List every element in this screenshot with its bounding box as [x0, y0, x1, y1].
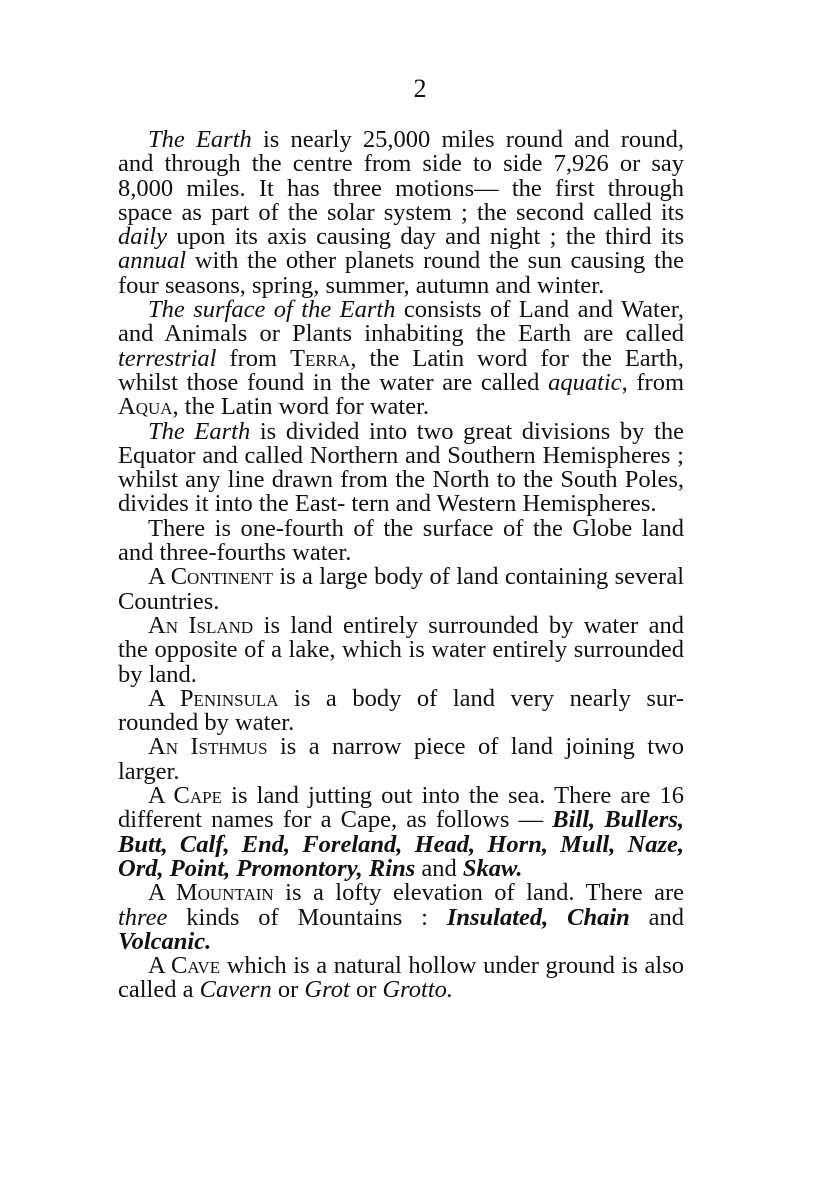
- text-run: A: [148, 952, 171, 980]
- text-run: , the Latin word for the Earth, whilst those found in the water are called: [118, 344, 684, 396]
- text-run: A: [148, 782, 174, 810]
- emphasized-text: Grotto.: [382, 976, 454, 1004]
- text-run: kinds of Mountains :: [167, 903, 447, 931]
- paragraph: [118, 298, 684, 419]
- emphasized-text: three: [118, 903, 168, 931]
- text-run: is a lofty elevation of land. There are: [273, 879, 684, 907]
- text-run: is a narrow piece of land joining two larger.: [118, 733, 685, 785]
- emphasized-text: Aqua: [118, 393, 173, 421]
- emphasized-text: Cape: [173, 782, 222, 810]
- emphasized-text: Cavern: [199, 976, 272, 1004]
- text-run: or: [271, 976, 305, 1004]
- emphasized-text: An Isthmus: [148, 733, 268, 761]
- emphasized-text: aquatic: [548, 368, 622, 396]
- paragraph: [118, 684, 684, 737]
- text-run: is land entirely surrounded by water and the opposite of a lake, which is water entirely surrounded by land.: [118, 611, 684, 688]
- emphasized-text: terrestrial: [118, 344, 217, 372]
- text-run: and: [415, 854, 463, 882]
- page-number: 2: [413, 74, 427, 103]
- text-run: is a large body of land containing several Countries.: [118, 563, 685, 615]
- emphasized-text: Peninsula: [179, 684, 279, 712]
- text-run: is divided into two great divisions by the Equator and called Northern and Southern Hemispheres ; whilst any line drawn from the North to the South Poles, divides it into the East- tern and Western Hemispheres.: [118, 417, 685, 518]
- emphasized-text: The Earth: [148, 126, 252, 153]
- emphasized-text: Grot: [304, 976, 350, 1004]
- emphasized-text: Cave: [170, 952, 221, 980]
- text-run: and: [629, 903, 684, 931]
- paragraph: [118, 514, 684, 567]
- text-run: , the Latin word for water.: [172, 393, 430, 421]
- emphasized-text: Continent: [170, 563, 273, 591]
- paragraph: [118, 611, 684, 688]
- emphasized-text: Volcanic.: [118, 927, 212, 955]
- paragraph: [118, 784, 684, 881]
- text-run: consists of Land and Water, and Animals or Plants inhabiting the Earth are called: [118, 296, 685, 348]
- text-run: which is a natural hollow under ground is also called a: [118, 952, 684, 1004]
- emphasized-text: Insulated, Chain: [446, 903, 630, 931]
- text-run: or: [349, 976, 383, 1004]
- emphasized-text: Bill, Bullers, Butt, Calf, End, Foreland, Head, Horn, Mull, Naze, Ord, Point, Promontory, Rins: [118, 806, 684, 882]
- text-run: , from: [621, 368, 684, 396]
- text-run: is a body of land very nearly sur- rounded by water.: [118, 684, 684, 737]
- emphasized-text: Skaw.: [462, 854, 523, 882]
- text-run: A: [148, 879, 176, 907]
- text-run: is land jutting out into the sea. There are 16 different names for a Cape, as follows —: [118, 782, 684, 834]
- body-text: [118, 128, 684, 1003]
- emphasized-text: Mountain: [175, 879, 274, 907]
- paragraph: [118, 735, 684, 784]
- text-run: upon its axis causing day and night ; the third its: [167, 223, 684, 251]
- paragraph: [118, 128, 684, 298]
- text-run: with the other planets round the sun causing the four seasons, spring, summer, autumn and winter.: [118, 247, 684, 299]
- paragraph: [118, 881, 684, 954]
- text-run: from: [216, 344, 291, 372]
- emphasized-text: Terra: [290, 344, 351, 372]
- emphasized-text: An Island: [148, 611, 254, 639]
- emphasized-text: The surface of the Earth: [148, 296, 396, 324]
- emphasized-text: The Earth: [148, 417, 251, 445]
- paragraph: [118, 417, 685, 518]
- text-run: There is one-fourth of the surface of the Globe land and three-fourths water.: [118, 514, 684, 567]
- text-run: A: [148, 563, 171, 591]
- text-run: is nearly 25,000 miles round and round, and through the centre from side to side 7,926 or say 8,000 miles. It has three motions— the first through space as part of the solar system ; the second called its: [118, 126, 685, 226]
- paragraph: [118, 565, 684, 614]
- emphasized-text: daily: [118, 223, 167, 251]
- paragraph: [118, 954, 684, 1003]
- text-run: A: [148, 684, 180, 712]
- emphasized-text: annual: [118, 247, 187, 275]
